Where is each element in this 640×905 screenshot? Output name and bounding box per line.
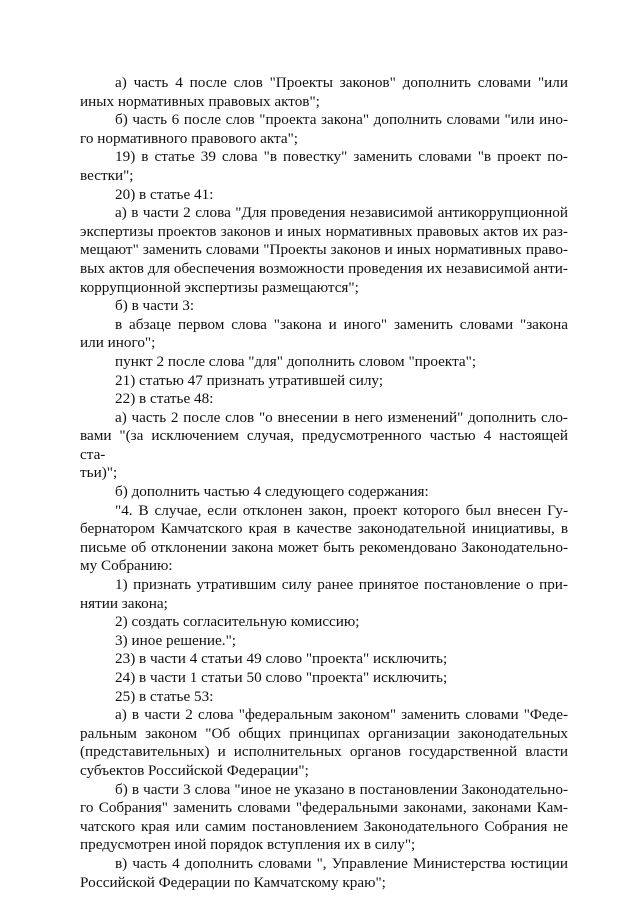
text-line: чатского края или самим постановлением Законодательного Собрания не <box>80 817 568 835</box>
text-line: а) часть 4 после слов "Проекты законов" дополнить словами "или <box>115 74 568 91</box>
text-line: нятии закона; <box>80 594 168 612</box>
document-body <box>80 74 568 892</box>
text-line: 20) в статье 41: <box>115 185 214 203</box>
text-line: 23) в части 4 статьи 49 слово "проекта" исключить; <box>115 650 448 668</box>
text-line: б) дополнить частью 4 следующего содержания: <box>115 483 429 501</box>
text-line: в абзаце первом слова "закона и иного" заменить словами "закона <box>115 315 568 333</box>
text-line: мещают" заменить словами "Проекты законов и иных нормативных право- <box>80 241 568 259</box>
text-line: тьи)"; <box>80 464 118 482</box>
text-line: иных нормативных правовых актов"; <box>80 92 320 110</box>
text-line: б) в части 3: <box>115 297 195 315</box>
text-line: 22) в статье 48: <box>115 390 214 408</box>
text-line: (представительных) и исполнительных органов государственной власти <box>80 743 568 761</box>
text-line: экспертизы проектов законов и иных нормативных правовых актов их раз- <box>80 222 568 240</box>
text-line: 3) иное решение."; <box>115 631 237 649</box>
text-line: го нормативного правового акта"; <box>80 129 299 147</box>
text-line: 21) статью 47 признать утратившей силу; <box>115 371 384 389</box>
text-line: письме об отклонении закона может быть рекомендовано Законодательно- <box>80 538 568 556</box>
text-line: субъектов Российской Федерации"; <box>80 761 309 779</box>
text-line: "4. В случае, если отклонен закон, проект которого был внесен Гу- <box>115 501 568 519</box>
text-line: 25) в статье 53: <box>115 687 214 705</box>
text-line: ральным законом "Об общих принципах организации законодательных <box>80 724 568 742</box>
text-line: предусмотрен иной порядок вступления их в силу"; <box>80 836 416 854</box>
text-line: вых актов для обеспечения возможности проведения их независимой анти- <box>80 259 568 277</box>
text-line: Российской Федерации по Камчатскому краю"; <box>80 873 386 891</box>
text-line: 24) в части 1 статьи 50 слово "проекта" исключить; <box>115 669 448 686</box>
text-line: бернатором Камчатского края в качестве законодательной инициативы, в <box>80 520 568 538</box>
text-line: му Собранию: <box>80 557 173 575</box>
text-line: в) часть 4 дополнить словами ", Управление Министерства юстиции <box>115 854 568 872</box>
text-line: вами "(за исключением случая, предусмотренного частью 4 настоящей ста- <box>80 427 568 463</box>
text-line: коррупционной экспертизы размещаются"; <box>80 278 359 296</box>
text-line: а) в части 2 слова "федеральным законом" заменить словами "Феде- <box>115 706 568 724</box>
text-line: б) часть 6 после слов "проекта закона" дополнить словами "или ино- <box>115 111 568 129</box>
text-line: или иного"; <box>80 334 156 352</box>
text-line: а) в части 2 слова "Для проведения независимой антикоррупционной <box>115 204 568 222</box>
text-line: пункт 2 после слова "для" дополнить словом "проекта"; <box>115 352 477 370</box>
text-line: вестки"; <box>80 166 134 184</box>
text-line: го Собрания" заменить словами "федеральными законами, законами Кам- <box>80 799 568 817</box>
text-line: 1) признать утратившим силу ранее принятое постановление о при- <box>115 576 568 594</box>
text-line: б) в части 3 слова "иное не указано в постановлении Законодательно- <box>115 780 568 798</box>
text-line: 2) создать согласительную комиссию; <box>115 613 360 631</box>
text-line: а) часть 2 после слов "о внесении в него изменений" дополнить сло- <box>115 408 568 426</box>
text-line: 19) в статье 39 слова "в повестку" заменить словами "в проект по- <box>115 148 568 166</box>
